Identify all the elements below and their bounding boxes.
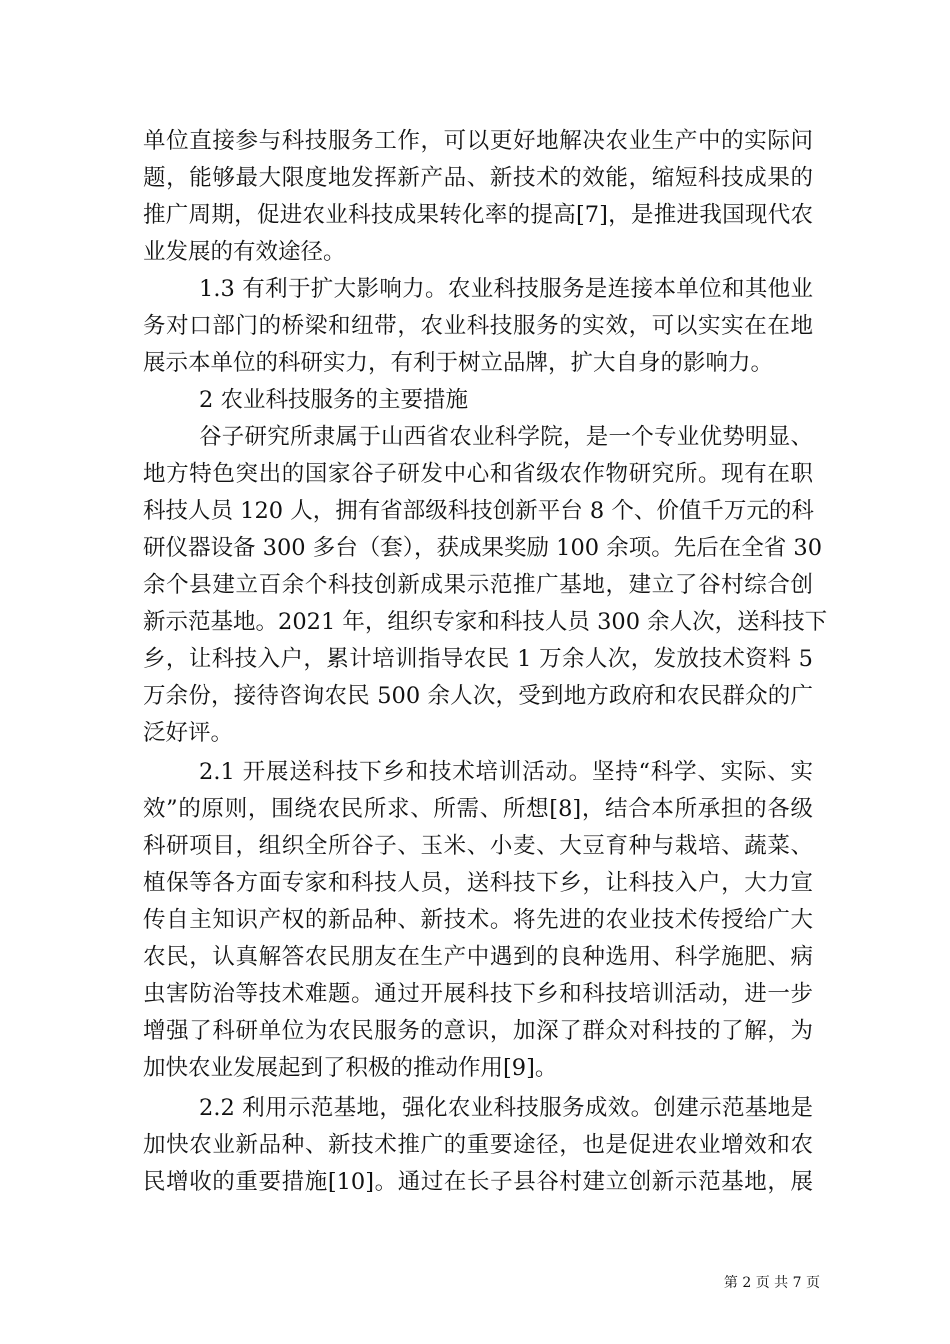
text-line: 谷子研究所隶属于山西省农业科学院，是一个专业优势明显、 [199, 424, 813, 450]
text-line: 虫害防治等技术难题。通过开展科技下乡和科技培训活动，进一步 [143, 981, 813, 1007]
text-line: 乡，让科技入户，累计培训指导农民 1 万余人次，发放技术资料 5 [143, 646, 813, 672]
text-line: 研仪器设备 300 多台（套），获成果奖励 100 余项。先后在全省 30 [143, 535, 823, 561]
text-line: 余个县建立百余个科技创新成果示范推广基地，建立了谷村综合创 [143, 572, 813, 598]
text-line: 加快农业发展起到了积极的推动作用[9]。 [143, 1055, 558, 1081]
text-line: 务对口部门的桥梁和纽带，农业科技服务的实效，可以实实在在地 [143, 313, 813, 339]
section-heading-1-3: 1.3 有利于扩大影响力。农业科技服务是连接本单位和其他业 [199, 276, 813, 302]
page-number: 第 2 页 共 7 页 [723, 1275, 820, 1291]
section-heading-2: 2 农业科技服务的主要措施 [199, 387, 468, 413]
text-line: 效”的原则，围绕农民所求、所需、所想[8]，结合本所承担的各级 [143, 796, 813, 822]
section-heading-2-1: 2.1 开展送科技下乡和技术培训活动。坚持“科学、实际、实 [199, 759, 813, 785]
section-heading-2-2: 2.2 利用示范基地，强化农业科技服务成效。创建示范基地是 [199, 1095, 813, 1121]
text-line: 新示范基地。2021 年，组织专家和科技人员 300 余人次，送科技下 [143, 609, 828, 635]
text-line: 加快农业新品种、新技术推广的重要途径，也是促进农业增效和农 [143, 1132, 813, 1158]
text-line: 推广周期，促进农业科技成果转化率的提高[7]，是推进我国现代农 [143, 202, 813, 228]
text-line: 题，能够最大限度地发挥新产品、新技术的效能，缩短科技成果的 [143, 165, 813, 191]
text-line: 农民，认真解答农民朋友在生产中遇到的良种选用、科学施肥、病 [143, 944, 813, 970]
text-line: 科研项目，组织全所谷子、玉米、小麦、大豆育种与栽培、蔬菜、 [143, 833, 813, 859]
text-line: 业发展的有效途径。 [143, 239, 346, 265]
text-line: 增强了科研单位为农民服务的意识，加深了群众对科技的了解，为 [143, 1018, 813, 1044]
text-line: 地方特色突出的国家谷子研发中心和省级农作物研究所。现有在职 [143, 461, 813, 487]
text-line: 植保等各方面专家和科技人员，送科技下乡，让科技入户，大力宣 [143, 870, 813, 896]
text-line: 万余份，接待咨询农民 500 余人次，受到地方政府和农民群众的广 [143, 683, 813, 709]
text-line: 泛好评。 [143, 720, 234, 746]
text-line: 科技人员 120 人，拥有省部级科技创新平台 8 个、价值千万元的科 [143, 498, 814, 524]
text-line: 单位直接参与科技服务工作，可以更好地解决农业生产中的实际问 [143, 128, 813, 154]
text-line: 民增收的重要措施[10]。通过在长子县谷村建立创新示范基地，展 [143, 1169, 813, 1195]
text-line: 展示本单位的科研实力，有利于树立品牌，扩大自身的影响力。 [143, 350, 774, 376]
text-line: 传自主知识产权的新品种、新技术。将先进的农业技术传授给广大 [143, 907, 813, 933]
